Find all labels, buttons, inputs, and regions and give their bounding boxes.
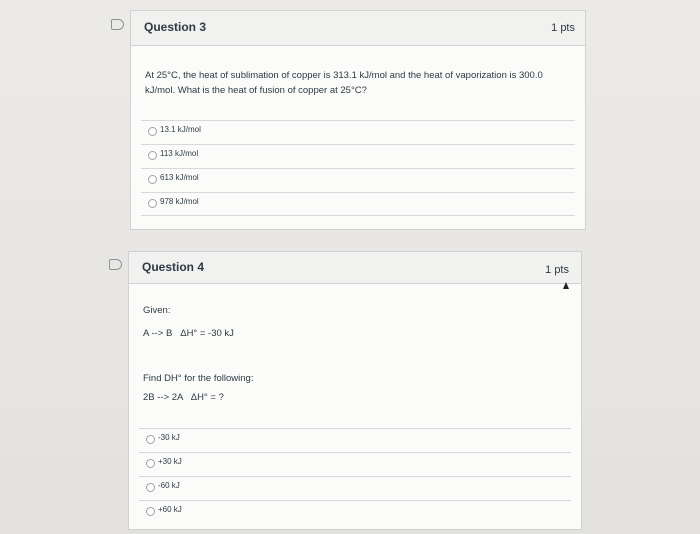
answer-option[interactable] [139, 428, 571, 452]
radio-button[interactable] [148, 199, 157, 208]
answer-label: 613 kJ/mol [160, 173, 199, 182]
radio-button[interactable] [146, 459, 155, 468]
answer-option[interactable] [139, 476, 571, 500]
radio-button[interactable] [148, 175, 157, 184]
answer-option[interactable] [141, 120, 575, 144]
answer-label: +60 kJ [158, 505, 182, 514]
answer-label: -30 kJ [158, 433, 180, 442]
flag-question-icon[interactable] [111, 19, 124, 30]
answer-option[interactable] [141, 192, 575, 216]
question-title: Question 3 [144, 20, 207, 34]
question-4-header [129, 252, 581, 284]
answer-label: -60 kJ [158, 481, 180, 490]
question-points: 1 pts [551, 22, 575, 34]
question-prompt [145, 68, 543, 98]
answer-option[interactable] [139, 500, 571, 524]
prompt-line: kJ/mol. What is the heat of fusion of copper at 25°C? [145, 85, 367, 96]
question-3-header [131, 11, 585, 46]
find-label: Find DH° for the following: [143, 373, 254, 384]
answer-label: +30 kJ [158, 457, 182, 466]
answer-option[interactable] [141, 168, 575, 192]
answer-label: 978 kJ/mol [160, 197, 199, 206]
question-3-card [130, 10, 586, 230]
given-reaction: A --> B ΔH° = -30 kJ [143, 328, 234, 339]
radio-button[interactable] [146, 483, 155, 492]
answer-option[interactable] [141, 144, 575, 168]
answer-label: 113 kJ/mol [160, 149, 199, 158]
prompt-line: At 25°C, the heat of sublimation of copper is 313.1 kJ/mol and the heat of vaporization is 300.0 [145, 70, 543, 81]
radio-button[interactable] [148, 151, 157, 160]
given-label: Given: [143, 305, 171, 316]
radio-button[interactable] [146, 435, 155, 444]
flag-question-icon[interactable] [109, 259, 122, 270]
radio-button[interactable] [148, 127, 157, 136]
question-points: 1 pts [545, 264, 569, 276]
answer-option[interactable] [139, 452, 571, 476]
answer-label: 13.1 kJ/mol [160, 125, 201, 134]
question-title: Question 4 [142, 260, 205, 274]
find-reaction: 2B --> 2A ΔH° = ? [143, 392, 224, 403]
question-4-card [128, 251, 582, 530]
mouse-pointer-icon [563, 282, 569, 289]
radio-button[interactable] [146, 507, 155, 516]
